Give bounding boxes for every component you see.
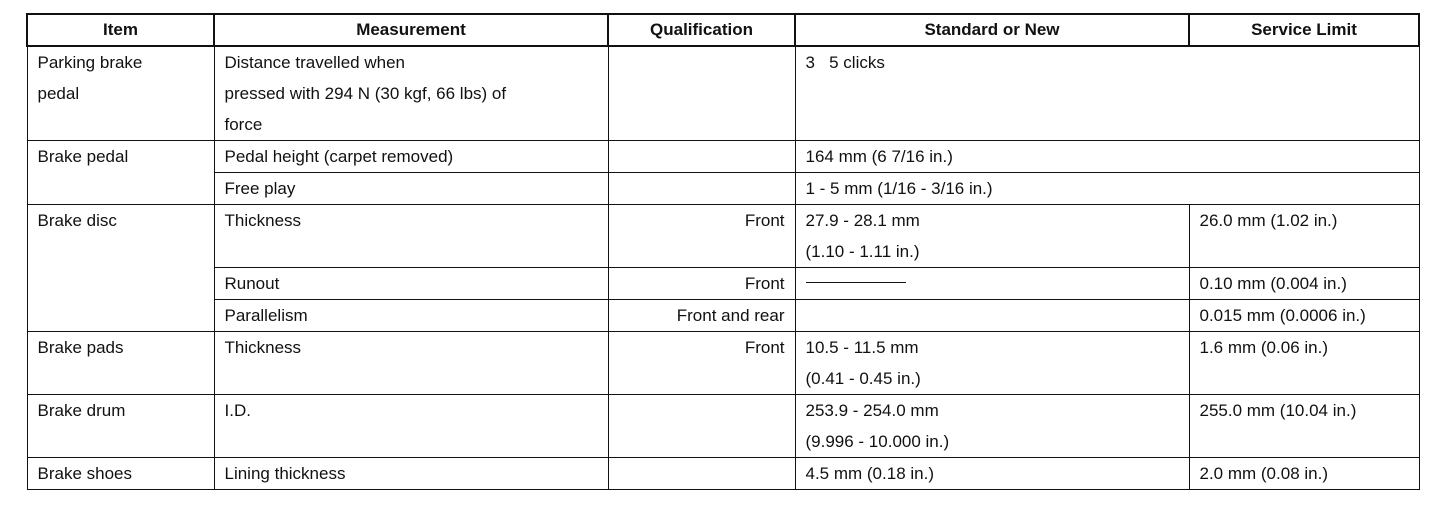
standard-line1: 253.9 - 254.0 mm <box>805 401 939 420</box>
measurement-cell-disc-thickness: Thickness <box>214 205 608 268</box>
limit-cell-disc-thickness: 26.0 mm (1.02 in.) <box>1189 205 1419 268</box>
limit-cell-drum-id: 255.0 mm (10.04 in.) <box>1189 395 1419 458</box>
table-row-parking-brake <box>27 46 1419 141</box>
measurement-cell-runout: Runout <box>214 268 608 300</box>
standard-line2: (9.996 - 10.000 in.) <box>805 432 950 451</box>
table-row-brake-shoes <box>27 458 1419 490</box>
qualification-cell-empty <box>608 458 795 490</box>
table-row-brake-disc-runout <box>27 268 1419 300</box>
item-label-line1: Parking brake <box>37 53 143 72</box>
header-measurement: Measurement <box>214 14 608 46</box>
qualification-cell-empty <box>608 395 795 458</box>
standard-cell-runout <box>795 268 1189 300</box>
header-service-limit: Service Limit <box>1189 14 1419 46</box>
limit-cell-lining-thickness: 2.0 mm (0.08 in.) <box>1189 458 1419 490</box>
qualification-cell-runout: Front <box>608 268 795 300</box>
standard-cell-parking: 3 5 clicks <box>795 46 1189 141</box>
limit-cell-runout: 0.10 mm (0.004 in.) <box>1189 268 1419 300</box>
standard-line1: 10.5 - 11.5 mm <box>805 338 919 357</box>
item-cell-brake-shoes: Brake shoes <box>27 458 214 490</box>
measurement-cell-parking-distance <box>214 46 608 141</box>
header-item: Item <box>27 14 214 46</box>
table-row-brake-disc-thickness <box>27 205 1419 268</box>
table-row-brake-disc-parallelism <box>27 300 1419 332</box>
standard-cell-disc-thickness <box>795 205 1189 268</box>
table-row-brake-pedal-height <box>27 141 1419 173</box>
header-qualification: Qualification <box>608 14 795 46</box>
qualification-cell-empty <box>608 173 795 205</box>
measurement-line2: pressed with 294 N (30 kgf, 66 lbs) of <box>224 84 507 103</box>
header-standard: Standard or New <box>795 14 1189 46</box>
qualification-cell-parallelism: Front and rear <box>608 300 795 332</box>
limit-cell-empty <box>1189 141 1419 173</box>
measurement-cell-pad-thickness: Thickness <box>214 332 608 395</box>
standard-cell-lining-thickness: 4.5 mm (0.18 in.) <box>795 458 1189 490</box>
measurement-cell-parallelism: Parallelism <box>214 300 608 332</box>
standard-cell-pedal-height: 164 mm (6 7/16 in.) <box>795 141 1189 173</box>
brake-specifications-table <box>26 13 1420 490</box>
standard-line1: 27.9 - 28.1 mm <box>805 211 920 230</box>
limit-cell-empty <box>1189 46 1419 141</box>
item-cell-brake-pads: Brake pads <box>27 332 214 395</box>
measurement-cell-lining-thickness: Lining thickness <box>214 458 608 490</box>
qualification-cell-empty <box>608 46 795 141</box>
header-row <box>27 14 1419 46</box>
measurement-cell-pedal-height: Pedal height (carpet removed) <box>214 141 608 173</box>
item-cell-brake-drum: Brake drum <box>27 395 214 458</box>
item-cell-brake-pedal: Brake pedal <box>27 141 214 205</box>
item-label-line2: pedal <box>37 84 80 103</box>
measurement-line1: Distance travelled when <box>224 53 405 72</box>
not-applicable-dash <box>806 282 906 283</box>
limit-cell-parallelism: 0.015 mm (0.0006 in.) <box>1189 300 1419 332</box>
table-row-brake-pedal-freeplay <box>27 173 1419 205</box>
limit-cell-empty <box>1189 173 1419 205</box>
qualification-cell-empty <box>608 141 795 173</box>
table-row-brake-pads <box>27 332 1419 395</box>
measurement-cell-free-play: Free play <box>214 173 608 205</box>
standard-line2: (0.41 - 0.45 in.) <box>805 369 921 388</box>
qualification-cell-pad-thickness: Front <box>608 332 795 395</box>
table-row-brake-drum <box>27 395 1419 458</box>
standard-cell-free-play: 1 - 5 mm (1/16 - 3/16 in.) <box>795 173 1189 205</box>
item-cell-brake-disc: Brake disc <box>27 205 214 332</box>
standard-line2: (1.10 - 1.11 in.) <box>805 242 920 261</box>
limit-cell-pad-thickness: 1.6 mm (0.06 in.) <box>1189 332 1419 395</box>
standard-cell-drum-id <box>795 395 1189 458</box>
item-cell-parking-brake <box>27 46 214 141</box>
measurement-line3: force <box>224 115 263 134</box>
qualification-cell-disc-thickness: Front <box>608 205 795 268</box>
standard-cell-pad-thickness <box>795 332 1189 395</box>
measurement-cell-drum-id: I.D. <box>214 395 608 458</box>
standard-cell-empty <box>795 300 1189 332</box>
